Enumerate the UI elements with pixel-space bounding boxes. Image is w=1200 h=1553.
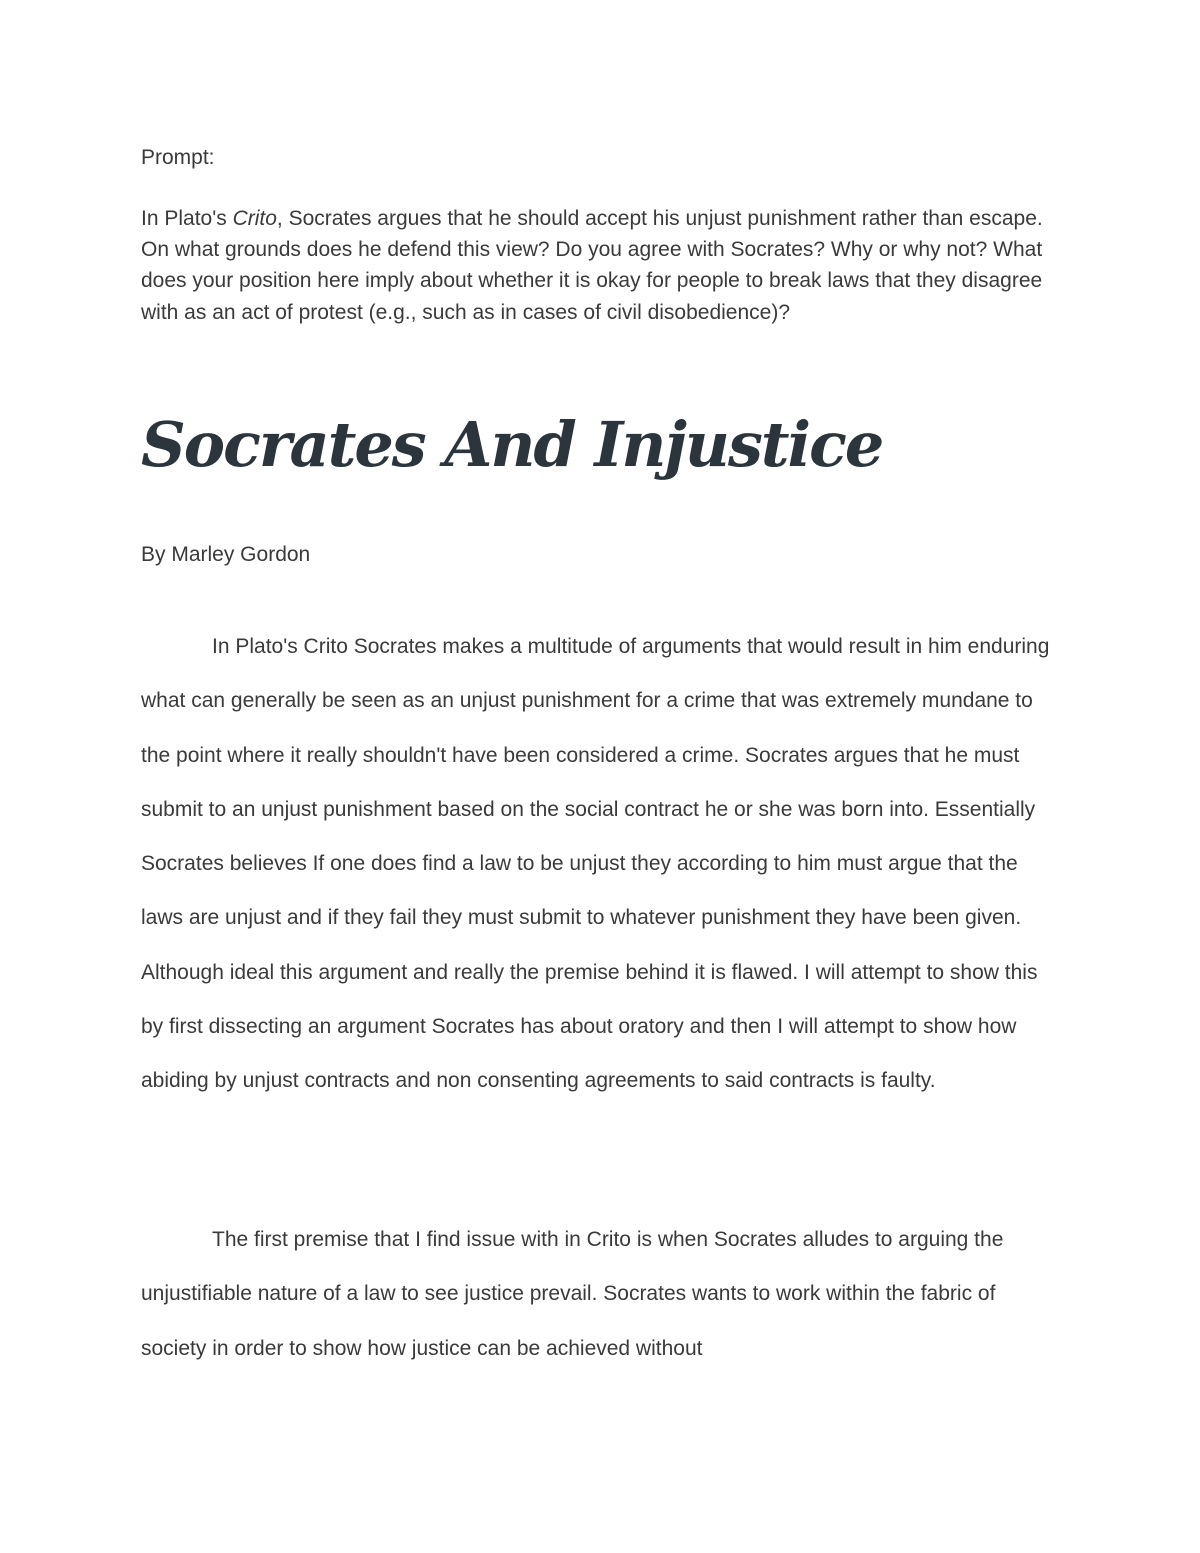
prompt-book-title: Crito: [232, 207, 277, 230]
prompt-label: Prompt:: [141, 146, 215, 169]
prompt-text: [141, 203, 1061, 328]
author-byline: By Marley Gordon: [141, 543, 311, 566]
prompt-text-start: In Plato's: [141, 207, 233, 230]
body-paragraph-2: The first premise that I find issue with in Crito is when Socrates alludes to arguing the unjustifiable nature of a law to see justice prevail. Socrates wants to work within the fabric of society in order to show how justice can be achieved without: [141, 1228, 1004, 1360]
prompt-text-rest: , Socrates argues that he should accept his unjust punishment rather than escape. On what grounds does he defend this view? Do you agree with Socrates? Why or why not? What does your position here imply about whether it is okay for people to break laws that they disagree with as an act of protest (e.g., such as in cases of civil disobedience)?: [141, 207, 1043, 324]
body-paragraph-1: In Plato's Crito Socrates makes a multitude of arguments that would result in him enduring what can generally be seen as an unjust punishment for a crime that was extremely mundane to the point where it really shouldn't have been considered a crime. Socrates argues that he must submit to an unjust punishment based on the social contract he or she was born into. Essentially Socrates believes If one does find a law to be unjust they according to him must argue that the laws are unjust and if they fail they must submit to whatever punishment they have been given. Although ideal this argument and really the premise behind it is flawed. I will attempt to show this by first dissecting an argument Socrates has about oratory and then I will attempt to show how abiding by unjust contracts and non consenting agreements to said contracts is faulty.: [141, 635, 1050, 1093]
essay-title: Socrates And Injustice: [141, 408, 883, 481]
